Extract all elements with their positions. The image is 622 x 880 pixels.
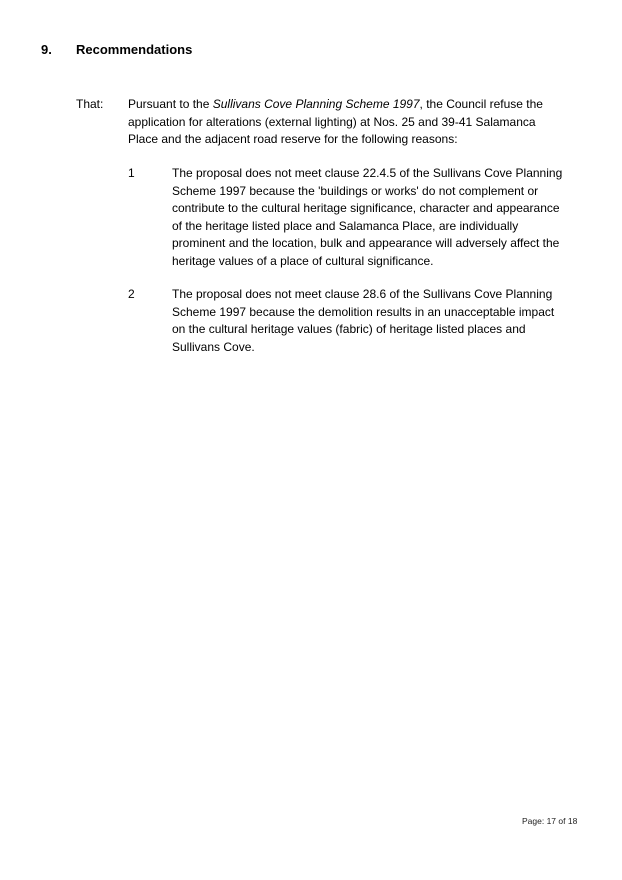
intro-text-before: Pursuant to the xyxy=(128,97,213,111)
reason-text: The proposal does not meet clause 28.6 of the Sullivans Cove Planning Scheme 1997 because the demolition results in an unacceptable impact on the cultural heritage values (fabric) of heritage listed places and Sullivans Cove. xyxy=(172,287,555,354)
reason-number: 1 xyxy=(128,166,135,180)
planning-scheme-title: Sullivans Cove Planning Scheme 1997 xyxy=(212,97,420,111)
reason-number: 2 xyxy=(128,287,135,301)
section-title: Recommendations xyxy=(76,42,193,57)
that-label: That: xyxy=(76,97,104,111)
page-number: Page: 17 of 18 xyxy=(522,816,578,826)
reason-text: The proposal does not meet clause 22.4.5 of the Sullivans Cove Planning Scheme 1997 because the 'buildings or works' do not complement or contribute to the cultural heritage significance, character and appearance of the heritage listed place and Salamanca Place, are individually prominent and the location, bulk and appearance will adversely affect the heritage values of a place of cultural significance. xyxy=(172,166,563,268)
section-number: 9. xyxy=(41,42,52,57)
intro-text-after: , the Council refuse the application for alterations (external lighting) at Nos. 25 and 39-41 Salamanca Place and the adjacent road reserve for the following reasons: xyxy=(128,97,543,146)
recommendation-intro xyxy=(128,96,568,149)
section-heading xyxy=(41,42,192,57)
